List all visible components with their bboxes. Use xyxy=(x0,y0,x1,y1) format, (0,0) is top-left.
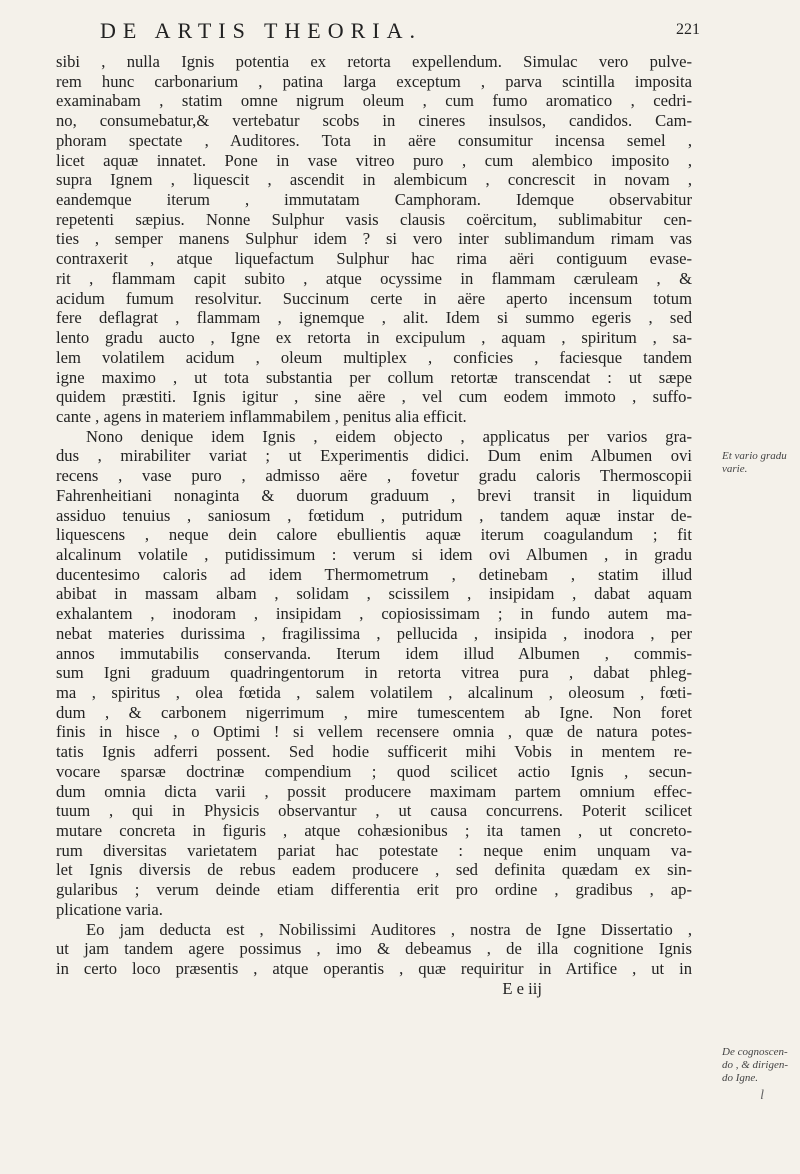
text-line: sibi , nulla Ignis potentia ex retorta expellendum. Simulac vero pulve- xyxy=(56,52,692,71)
text-line: quidem præstiti. Ignis igitur , sine aëre , vel cum eodem immoto , suffo- xyxy=(56,387,692,407)
text-line: eandemque iterum , immutatam Camphoram. Idemque observabitur xyxy=(56,190,692,210)
margin-note-line: Et vario gradu xyxy=(722,450,787,462)
text-line: vocare sparsæ doctrinæ compendium ; quod scilicet actio Ignis , secun- xyxy=(56,761,692,781)
running-title: DE ARTIS THEORIA. xyxy=(100,18,422,43)
margin-note-line: do , & dirigen- xyxy=(722,1059,788,1071)
text-line: acidum fumum resolvitur. Succinum certe in aëre aperto incensum totum xyxy=(56,288,692,308)
text-line: gularibus ; verum deinde etiam differentia erit pro ordine , gradibus , ap- xyxy=(56,880,692,900)
text-line: dum , & carbonem nigerrimum , mire tumescentem ab Igne. Non foret xyxy=(56,702,692,722)
text-line: exhalantem , inodoram , insipidam , copiosissimam ; in fundo autem ma- xyxy=(56,604,692,624)
text-line: ma , spiritus , olea fœtida , salem volatilem , alcalinum , oleosum , fœti- xyxy=(56,683,692,702)
text-line: abibat in massam albam , solidam , scissilem , insipidam , dabat aquam xyxy=(56,584,692,604)
margin-note xyxy=(722,1046,788,1085)
text-line: lem volatilem acidum , oleum multiplex , conficies , faciesque tandem xyxy=(56,347,692,367)
margin-note-line: varie. xyxy=(722,463,748,475)
text-line: repetenti sæpius. Nonne Sulphur vasis clausis coërcitum, sublimabitur cen- xyxy=(56,209,692,229)
margin-note-line: De cognoscen- xyxy=(722,1046,788,1058)
text-line: recens , vase puro , admisso aëre , fovetur gradu caloris Thermoscopii xyxy=(56,466,692,486)
text-line: mutare concreta in figuris , atque cohæsionibus ; ita tamen , ut concreto- xyxy=(56,821,692,841)
stray-mark: l xyxy=(760,1088,764,1103)
text-line: in certo loco præsentis , atque operantis , quæ requiritur in Artifice , ut in xyxy=(56,959,692,979)
text-line: tuum , qui in Physicis observantur , ut causa concurrens. Poterit scilicet xyxy=(56,801,692,821)
body-text xyxy=(56,52,692,999)
paragraph-start-line: Eo jam deducta est , Nobilissimi Auditores , nostra de Igne Dissertatio , xyxy=(86,919,692,939)
text-line: alcalinum volatile , putidissimum : verum si idem ovi Albumen , in gradu xyxy=(56,544,692,564)
page-header xyxy=(100,18,700,48)
text-line: rem hunc carbonarium , patina larga exceptum , parva scintilla imposita xyxy=(56,71,692,91)
text-line: igne maximo , ut tota substantia per collum retortæ transcendat : ut sæpe xyxy=(56,367,692,387)
paragraph-start-line: Nono denique idem Ignis , eidem objecto , applicatus per varios gra- xyxy=(86,426,692,446)
page-number: 221 xyxy=(676,21,700,38)
text-line: no, consumebatur,& vertebatur scobs in cineres insulsos, candidos. Cam- xyxy=(56,111,692,131)
text-line: dum omnia dicta varii , possit producere maximam partem omnium effec- xyxy=(56,781,692,801)
signature-mark: E e iij xyxy=(502,978,542,998)
text-line: contraxerit , atque liquefactum Sulphur hac rima aëri contiguum evase- xyxy=(56,249,692,269)
text-line: supra Ignem , liquescit , ascendit in alembicum , concrescit in novam , xyxy=(56,170,692,190)
text-line: ties , semper manens Sulphur idem ? si vero inter sublimandum rimam vas xyxy=(56,229,692,249)
text-line: lento gradu aucto , Igne ex retorta in excipulum , aquam , spiritum , sa- xyxy=(56,328,692,348)
text-line: licet aquæ innatet. Pone in vase vitreo puro , cum alembico imposito , xyxy=(56,150,692,170)
text-line: tatis Ignis adferri possent. Sed hodie sufficerit mihi Vobis in mentem re- xyxy=(56,742,692,762)
margin-note xyxy=(722,450,787,476)
text-line: rum diversitas varietatem pariat hac potestate : neque enim unquam va- xyxy=(56,840,692,860)
text-line: let Ignis diversis de rebus eadem producere , sed definita quædam ex sin- xyxy=(56,860,692,880)
text-line: phoram spectate , Auditores. Tota in aëre consumitur incensa semel , xyxy=(56,130,692,150)
text-line: dus , mirabiliter variat ; ut Experimentis didici. Dum enim Albumen ovi xyxy=(56,446,692,466)
text-line: assiduo tenuius , saniosum , fœtidum , putridum , tandem aquæ instar de- xyxy=(56,505,692,525)
text-line: finis in hisce , o Optimi ! si vellem recensere omnia , quæ de natura potes- xyxy=(56,722,692,742)
text-line: rit , flammam capit subito , atque ocyssime in flammam cæruleam , & xyxy=(56,268,692,288)
text-line: sum Igni graduum quadringentorum in retorta vitrea pura , dabat phleg- xyxy=(56,663,692,683)
text-line: cante , agens in materiem inflammabilem , penitus alia efficit. xyxy=(56,406,467,426)
text-line: plicatione varia. xyxy=(56,899,163,919)
text-line: Fahrenheitiani nonaginta & duorum graduum , brevi transit in liquidum xyxy=(56,485,692,505)
text-line: annos immutabilis conservanda. Iterum idem illud Albumen , commis- xyxy=(56,643,692,663)
text-line: nebat materies durissima , fragilissima , pellucida , insipida , inodora , per xyxy=(56,623,692,643)
text-line: fere deflagrat , flammam , ignemque , alit. Idem si summo egeris , sed xyxy=(56,308,692,328)
margin-note-line: do Igne. xyxy=(722,1072,759,1084)
text-line: ut jam tandem agere possimus , imo & debeamus , de illa cognitione Ignis xyxy=(56,939,692,959)
text-line: examinabam , statim omne nigrum oleum , cum fumo aromatico , cedri- xyxy=(56,91,692,111)
text-line: liquescens , neque dein calore ebullientis aquæ iterum coagulandum ; fit xyxy=(56,525,692,545)
text-line: ducentesimo caloris ad idem Thermometrum , detinebam , statim illud xyxy=(56,564,692,584)
